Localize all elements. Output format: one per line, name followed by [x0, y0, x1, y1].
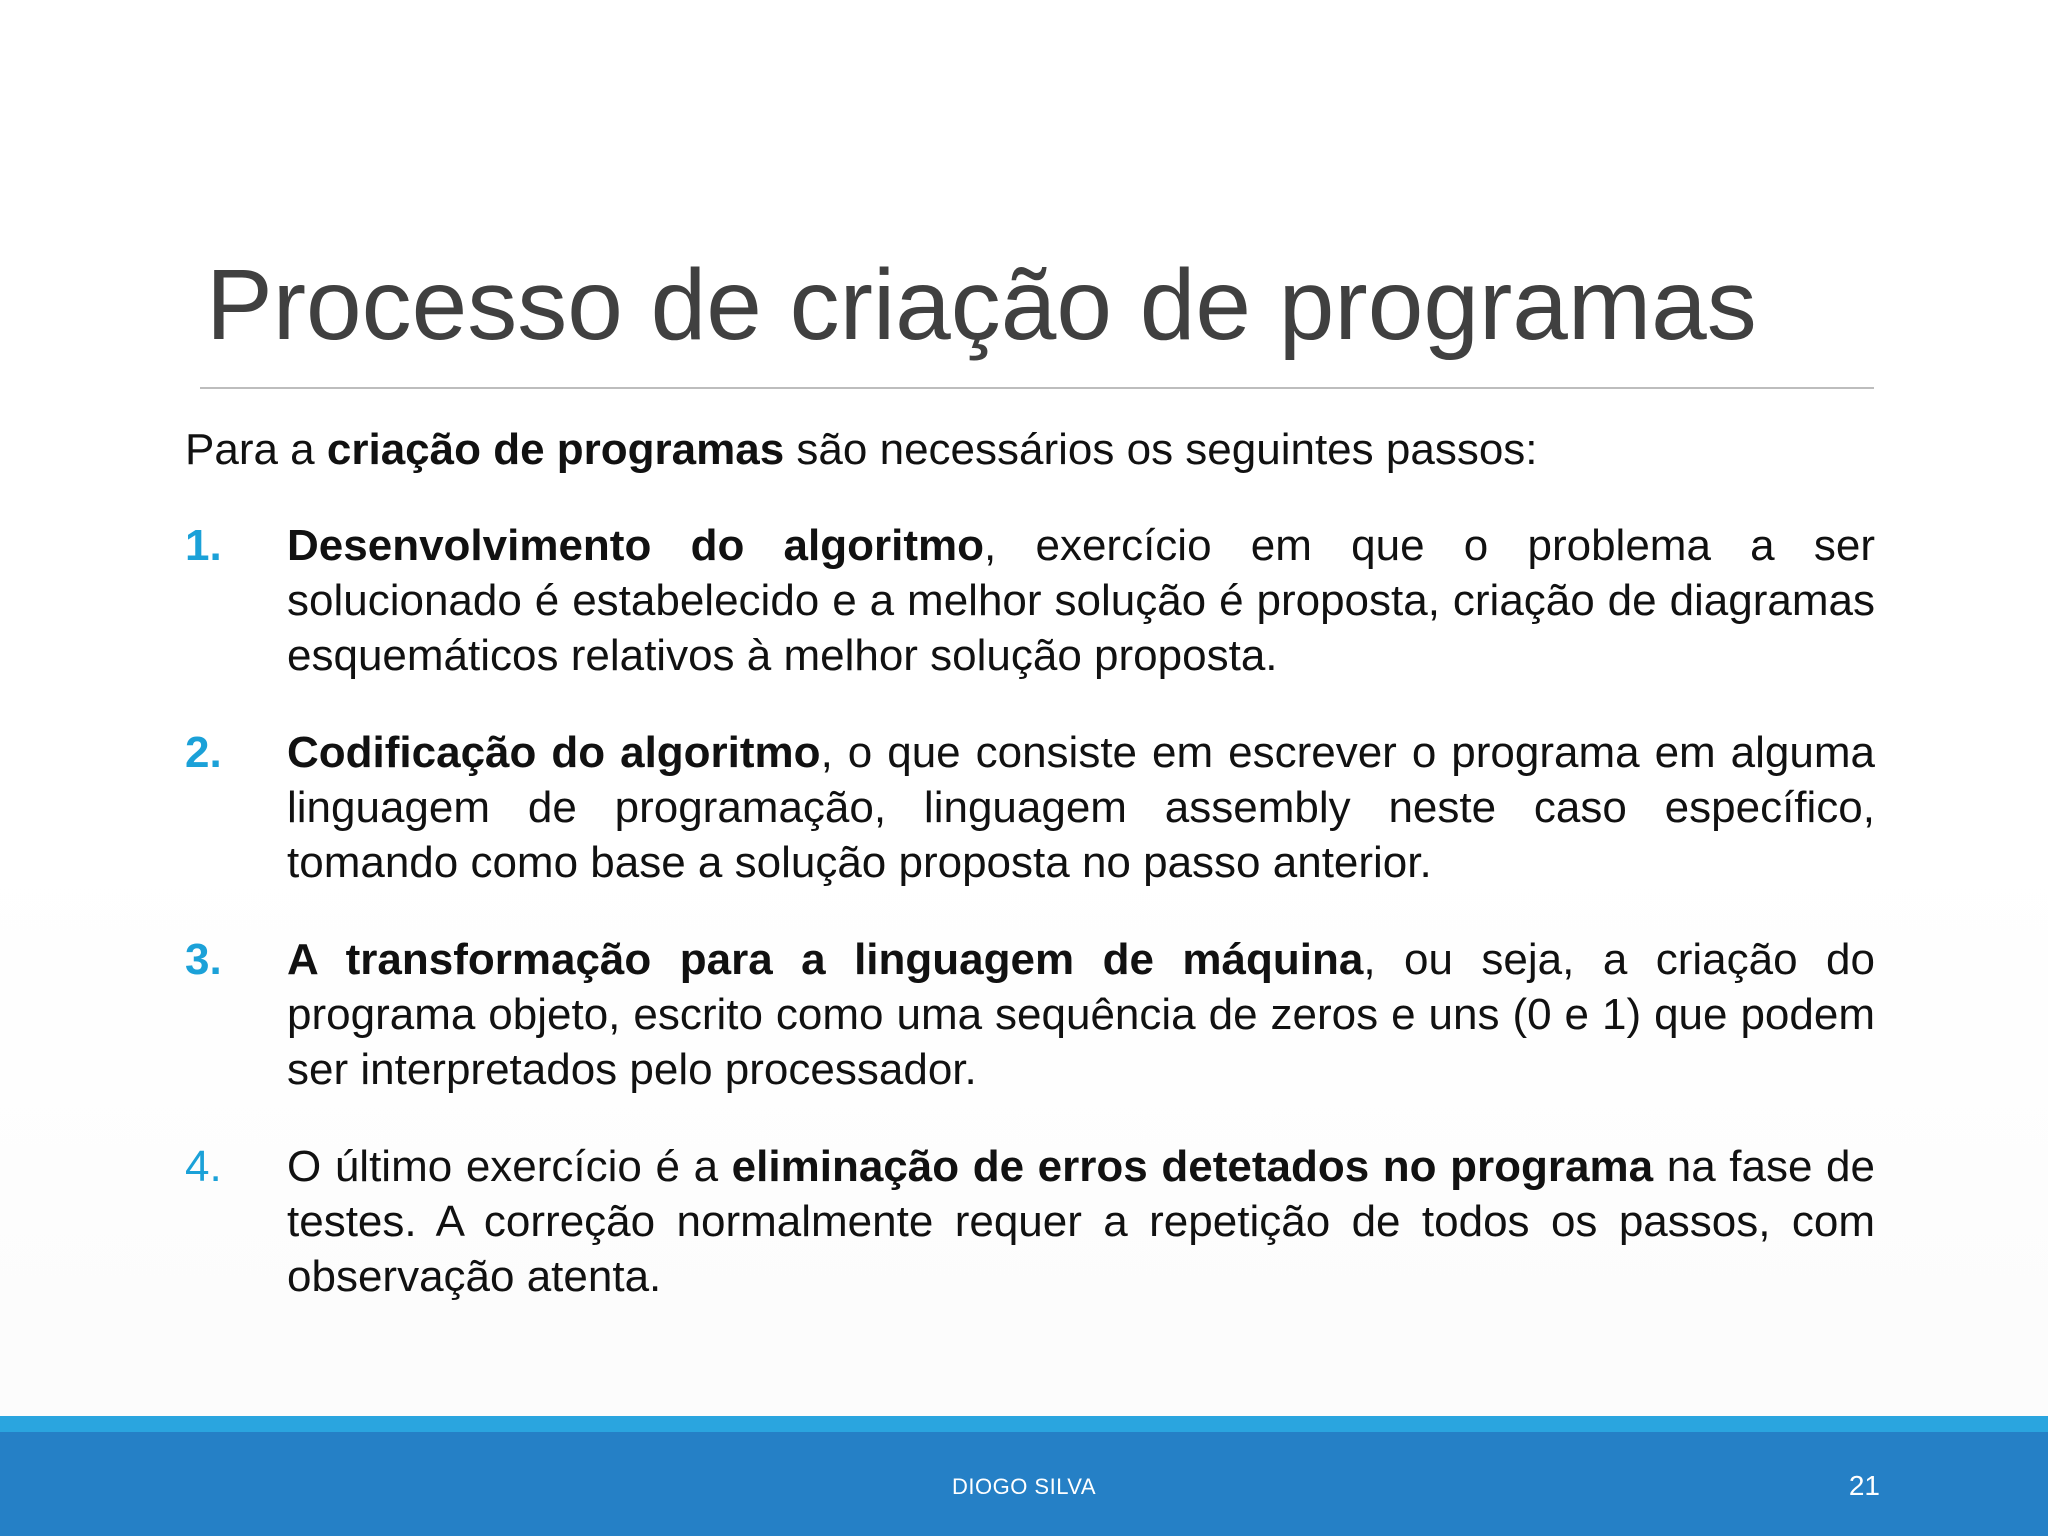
- list-item-number: 1.: [185, 521, 222, 570]
- list-item-post: , ou seja, a criação do programa objeto, escrito como uma sequência de zeros e uns (0 e 1) que podem ser interpretados pelo processador.: [287, 935, 1876, 1094]
- steps-list: [185, 518, 1875, 1346]
- list-item-1: [185, 518, 1875, 683]
- intro-paragraph: [185, 424, 1875, 477]
- list-item-text: [287, 1139, 1875, 1304]
- list-item-bold: Codificação do algoritmo: [287, 728, 821, 777]
- page-number: 21: [1848, 1470, 1880, 1501]
- list-item-4: [185, 1139, 1875, 1304]
- list-item-number: 2.: [185, 728, 222, 777]
- intro-prefix: Para a: [185, 425, 327, 474]
- list-item-bold: eliminação de erros detetados no programa: [731, 1142, 1654, 1191]
- title-divider: [200, 387, 1874, 389]
- list-item-post: , o que consiste em escrever o programa em alguma linguagem de programação, linguagem assembly neste caso específico, tomando como base a solução proposta no passo anterior.: [287, 728, 1875, 887]
- list-item-post: na fase de testes. A correção normalmente requer a repetição de todos os passos, com observação atenta.: [287, 1142, 1875, 1301]
- list-item-text: [287, 518, 1875, 683]
- list-item-post: , exercício em que o problema a ser solucionado é estabelecido e a melhor solução é proposta, criação de diagramas esquemáticos relativos à melhor solução proposta.: [287, 521, 1875, 680]
- list-item-3: [185, 932, 1875, 1097]
- list-item-bold: A transformação para a linguagem de máquina: [287, 935, 1364, 984]
- list-item-number: 4.: [185, 1142, 222, 1191]
- intro-bold: criação de programas: [326, 425, 785, 474]
- list-item-number: 3.: [185, 935, 222, 984]
- list-item-pre: O último exercício é a: [287, 1142, 732, 1191]
- intro-suffix: são necessários os seguintes passos:: [784, 425, 1538, 474]
- list-item-2: [185, 725, 1875, 890]
- list-item-bold: Desenvolvimento do algoritmo: [287, 521, 985, 570]
- list-item-text: [287, 725, 1875, 890]
- slide-title: Processo de criação de programas: [206, 249, 1757, 361]
- footer-author: DIOGO SILVA: [951, 1474, 1097, 1499]
- list-item-text: [287, 932, 1875, 1097]
- footer-accent-stripe: [0, 1416, 2048, 1432]
